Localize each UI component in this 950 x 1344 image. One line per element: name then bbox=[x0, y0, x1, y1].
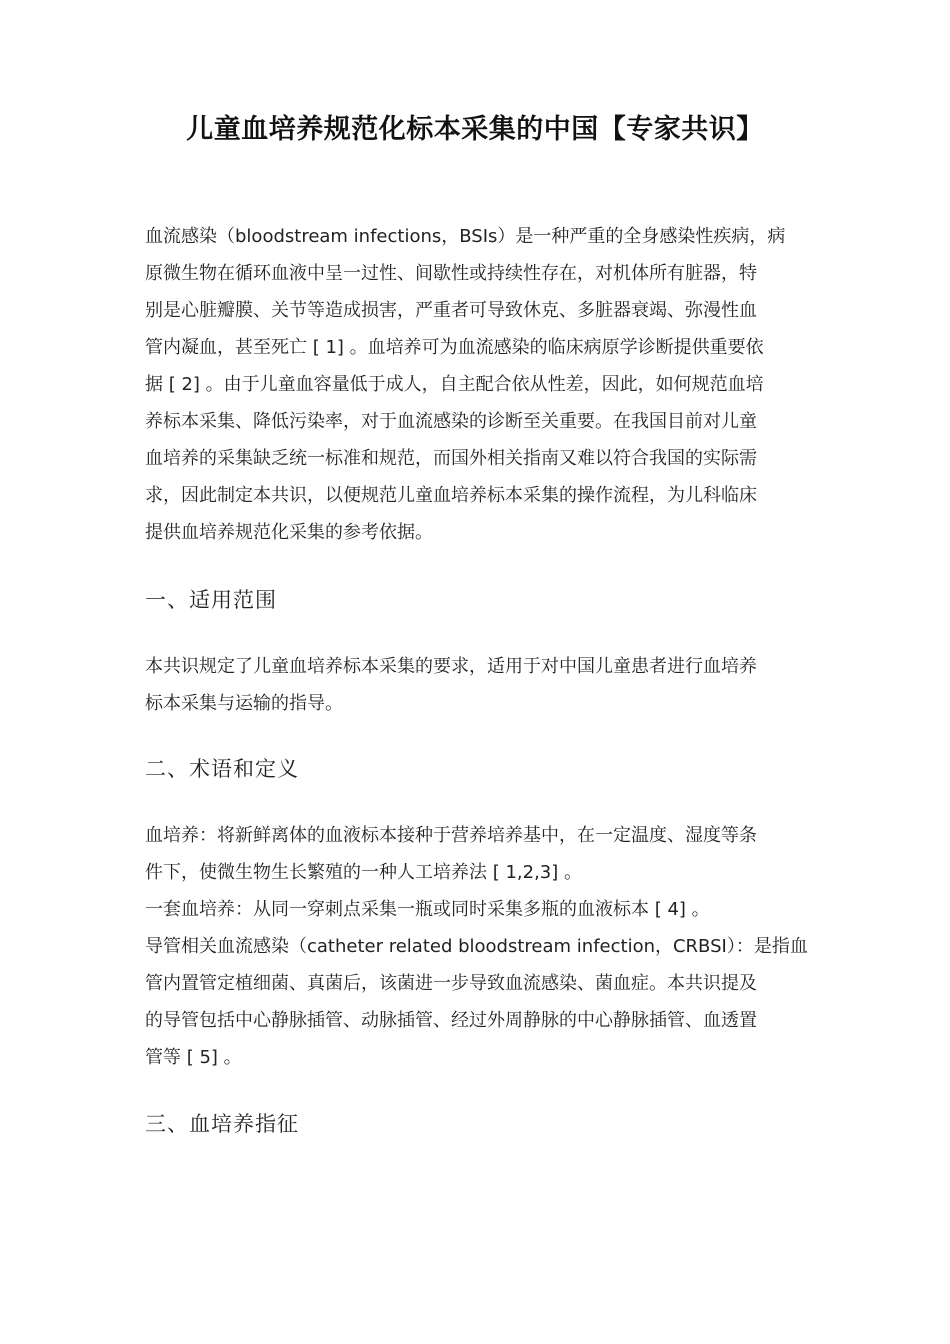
paragraph-line: 本共识规定了儿童血培养标本采集的要求，适用于对中国儿童患者进行血培养 bbox=[145, 656, 757, 677]
document-title: 儿童血培养规范化标本采集的中国【专家共识】 bbox=[186, 114, 764, 145]
intro-paragraph bbox=[145, 218, 805, 551]
definitions-paragraph bbox=[145, 817, 808, 1076]
paragraph-line: 求，因此制定本共识，以便规范儿童血培养标本采集的操作流程，为儿科临床 bbox=[145, 485, 757, 506]
paragraph-line: 养标本采集、降低污染率，对于血流感染的诊断至关重要。在我国目前对儿童 bbox=[145, 411, 757, 432]
paragraph-line: 管等 [ 5] 。 bbox=[145, 1047, 242, 1068]
paragraph-line: 的导管包括中心静脉插管、动脉插管、经过外周静脉的中心静脉插管、血透置 bbox=[145, 1010, 757, 1031]
paragraph-line: 据 [ 2] 。由于儿童血容量低于成人，自主配合依从性差，因此，如何规范血培 bbox=[145, 374, 764, 395]
paragraph-line: 标本采集与运输的指导。 bbox=[145, 693, 343, 714]
section-heading-indications: 三、血培养指征 bbox=[145, 1112, 299, 1136]
paragraph-line: 提供血培养规范化采集的参考依据。 bbox=[145, 522, 433, 543]
section-heading-scope: 一、适用范围 bbox=[145, 588, 277, 612]
paragraph-line: 血流感染（bloodstream infections，BSIs）是一种严重的全身感染性疾病，病 bbox=[145, 226, 786, 247]
paragraph-line: 别是心脏瓣膜、关节等造成损害，严重者可导致休克、多脏器衰竭、弥漫性血 bbox=[145, 300, 757, 321]
paragraph-line: 原微生物在循环血液中呈一过性、间歇性或持续性存在，对机体所有脏器，特 bbox=[145, 263, 757, 284]
paragraph-line: 件下，使微生物生长繁殖的一种人工培养法 [ 1,2,3] 。 bbox=[145, 862, 583, 883]
paragraph-line: 管内置管定植细菌、真菌后，该菌进一步导致血流感染、菌血症。本共识提及 bbox=[145, 973, 757, 994]
paragraph-line: 一套血培养：从同一穿刺点采集一瓶或同时采集多瓶的血液标本 [ 4] 。 bbox=[145, 899, 710, 920]
paragraph-line: 管内凝血，甚至死亡 [ 1] 。血培养可为血流感染的临床病原学诊断提供重要依 bbox=[145, 337, 764, 358]
paragraph-line: 血培养：将新鲜离体的血液标本接种于营养培养基中，在一定温度、湿度等条 bbox=[145, 825, 757, 846]
scope-paragraph bbox=[145, 648, 805, 722]
paragraph-line: 导管相关血流感染（catheter related bloodstream infection，CRBSI）：是指血 bbox=[145, 936, 808, 957]
section-heading-definitions: 二、术语和定义 bbox=[145, 757, 299, 781]
paragraph-line: 血培养的采集缺乏统一标准和规范，而国外相关指南又难以符合我国的实际需 bbox=[145, 448, 757, 469]
